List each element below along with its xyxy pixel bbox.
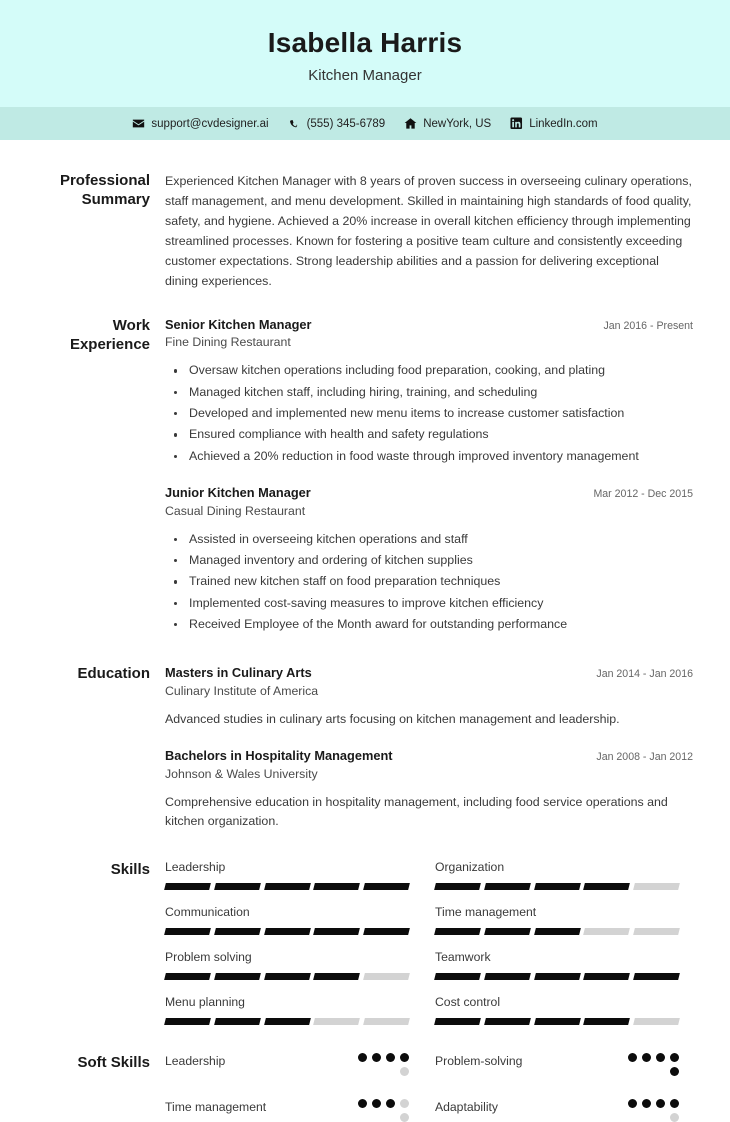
work-date-range: Mar 2012 - Dec 2015: [593, 487, 693, 500]
rating-dot: [372, 1099, 381, 1108]
rating-dot: [400, 1067, 409, 1076]
contact-item-home[interactable]: [404, 117, 491, 130]
rating-dot: [656, 1053, 665, 1062]
skill-bar-segment: [534, 928, 581, 935]
section-label-education: Education: [77, 665, 150, 683]
rating-dot: [628, 1099, 637, 1108]
skills-body: [165, 860, 693, 1024]
section-skills: [0, 835, 693, 1024]
rating-dot: [670, 1113, 679, 1122]
work-company: Casual Dining Restaurant: [165, 503, 306, 518]
skill-level-bar: [165, 883, 409, 890]
soft-skill-item: [435, 1099, 679, 1122]
soft-skill-name: Adaptability: [435, 1099, 499, 1114]
soft-skill-rating-dots: [352, 1053, 409, 1076]
skill-name: Teamwork: [435, 950, 491, 965]
skill-bar-segment: [434, 883, 481, 890]
work-label-line2: Experience: [69, 335, 150, 353]
skill-name: Problem solving: [165, 950, 252, 965]
work-entry-header: [165, 316, 693, 334]
soft-skill-name: Time management: [165, 1099, 267, 1114]
education-school: Johnson & Wales University: [165, 766, 318, 781]
contact-text: support@cvdesigner.ai: [151, 117, 269, 130]
work-label-line1: Work: [112, 316, 150, 334]
rating-dot: [670, 1053, 679, 1062]
contact-item-linkedin[interactable]: [510, 117, 597, 130]
skill-item: [165, 950, 409, 980]
skill-bar-segment: [314, 973, 361, 980]
work-bullet-item: Managed inventory and ordering of kitchen supplies: [165, 550, 693, 571]
soft-skill-rating-dots: [622, 1053, 679, 1076]
phone-icon: [288, 117, 301, 130]
work-bullet-item: Developed and implemented new menu items to increase customer satisfaction: [165, 403, 693, 424]
skill-bar-segment: [314, 928, 361, 935]
skill-item: [435, 860, 679, 890]
contact-text: NewYork, US: [423, 117, 492, 130]
skill-bar-segment: [584, 973, 631, 980]
skill-name: Cost control: [435, 994, 501, 1009]
skill-bar-segment: [633, 928, 680, 935]
summary-label-line2: Summary: [81, 191, 150, 209]
skill-bar-segment: [214, 928, 261, 935]
skill-bar-segment: [584, 883, 631, 890]
contact-item-envelope[interactable]: [132, 117, 268, 130]
skill-bar-segment: [363, 883, 410, 890]
soft-skills-grid: [165, 1053, 693, 1122]
rating-dot: [400, 1113, 409, 1122]
rating-dot: [642, 1053, 651, 1062]
work-bullet-item: Oversaw kitchen operations including food preparation, cooking, and plating: [165, 360, 693, 381]
section-label-soft-skills: Soft Skills: [77, 1053, 150, 1071]
summary-text: Experienced Kitchen Manager with 8 years of proven success in overseeing culinary operations, staff management, and menu development. Skilled in maintaining high standards of food quality, safety, and hygiene. Achieved a 20% increase in overall kitchen efficiency through implementing streamlined processes. Known for fostering a positive team culture and consistently exceeding customer expectations. Strong leadership abilities and a passion for delivering exceptional dining experiences.: [165, 174, 692, 289]
work-entry: [165, 484, 693, 635]
rating-dot: [386, 1099, 395, 1108]
section-soft-skills: [0, 1025, 693, 1122]
work-bullet-item: Managed kitchen staff, including hiring, training, and scheduling: [165, 382, 693, 403]
soft-skills-body: [165, 1053, 693, 1122]
skill-bar-segment: [484, 973, 531, 980]
skill-bar-segment: [534, 973, 581, 980]
education-description: Advanced studies in culinary arts focusing on kitchen management and leadership.: [165, 712, 620, 727]
skill-level-bar: [165, 928, 409, 935]
rating-dot: [358, 1053, 367, 1062]
education-date-range: Jan 2014 - Jan 2016: [596, 668, 693, 681]
rating-dot: [642, 1099, 651, 1108]
education-degree: Bachelors in Hospitality Management: [165, 747, 393, 763]
section-label-work: [0, 316, 165, 354]
skill-level-bar: [435, 973, 679, 980]
skill-bar-segment: [214, 883, 261, 890]
soft-skill-item: [435, 1053, 679, 1076]
work-bullet-item: Assisted in overseeing kitchen operations and staff: [165, 529, 693, 550]
skill-item: [435, 905, 679, 935]
skill-bar-segment: [214, 973, 261, 980]
work-company: Fine Dining Restaurant: [165, 335, 291, 350]
rating-dot: [400, 1099, 409, 1108]
education-description: Comprehensive education in hospitality management, including food service operations and kitchen organization.: [165, 794, 668, 829]
soft-skill-name: Leadership: [165, 1053, 226, 1068]
skill-bar-segment: [264, 928, 311, 935]
work-job-title: Junior Kitchen Manager: [165, 484, 311, 500]
education-degree: Masters in Culinary Arts: [165, 665, 312, 681]
education-entry-header: [165, 747, 693, 765]
rating-dot: [372, 1053, 381, 1062]
skill-level-bar: [165, 973, 409, 980]
work-entry: [165, 316, 693, 467]
rating-dot: [386, 1053, 395, 1062]
skill-name: Leadership: [165, 860, 226, 875]
skill-bar-segment: [164, 973, 211, 980]
contact-text: LinkedIn.com: [529, 117, 598, 130]
skill-item: [435, 950, 679, 980]
education-date-range: Jan 2008 - Jan 2012: [596, 750, 693, 763]
candidate-name: Isabella Harris: [267, 27, 463, 59]
soft-skill-item: [165, 1099, 409, 1122]
work-entry-header: [165, 484, 693, 502]
skill-bar-segment: [434, 928, 481, 935]
soft-skill-rating-dots: [622, 1099, 679, 1122]
soft-skill-item: [165, 1053, 409, 1076]
rating-dot: [656, 1099, 665, 1108]
skill-level-bar: [435, 928, 679, 935]
skill-name: Menu planning: [165, 994, 245, 1009]
skill-bar-segment: [363, 928, 410, 935]
skill-bar-segment: [314, 883, 361, 890]
education-entry-header: [165, 664, 693, 682]
rating-dot: [628, 1053, 637, 1062]
resume-body: [0, 140, 730, 1122]
skill-bar-segment: [264, 883, 311, 890]
skill-bar-segment: [264, 973, 311, 980]
work-bullet-item: Achieved a 20% reduction in food waste through improved inventory management: [165, 446, 693, 467]
skill-bar-segment: [633, 973, 680, 980]
work-bullet-item: Received Employee of the Month award for outstanding performance: [165, 614, 693, 635]
rating-dot: [400, 1053, 409, 1062]
skill-name: Time management: [435, 905, 537, 920]
section-professional-summary: [0, 140, 693, 292]
skill-bar-segment: [633, 883, 680, 890]
skills-grid: [165, 860, 693, 1024]
rating-dot: [358, 1099, 367, 1108]
skill-bar-segment: [484, 928, 531, 935]
education-entry: [165, 664, 693, 730]
work-entries: [165, 316, 693, 639]
skill-item: [165, 860, 409, 890]
skill-item: [165, 995, 409, 1025]
contact-item-phone[interactable]: [288, 117, 386, 130]
contact-bar: [0, 107, 730, 140]
home-icon: [404, 117, 417, 130]
rating-dot: [670, 1099, 679, 1108]
skill-level-bar: [435, 883, 679, 890]
education-school: Culinary Institute of America: [165, 684, 319, 699]
skill-bar-segment: [534, 883, 581, 890]
summary-body: [165, 171, 693, 292]
work-bullet-list: [165, 360, 693, 467]
skill-name: Organization: [435, 860, 505, 875]
envelope-icon: [132, 117, 145, 130]
work-job-title: Senior Kitchen Manager: [165, 316, 312, 332]
skill-bar-segment: [164, 928, 211, 935]
section-work-experience: [0, 292, 693, 639]
work-bullet-item: Implemented cost-saving measures to improve kitchen efficiency: [165, 593, 693, 614]
section-education: [0, 638, 693, 835]
rating-dot: [670, 1067, 679, 1076]
skill-bar-segment: [363, 973, 410, 980]
work-bullet-item: Ensured compliance with health and safety regulations: [165, 424, 693, 445]
skill-bar-segment: [484, 883, 531, 890]
section-label-skills: Skills: [110, 861, 150, 879]
work-bullet-item: Trained new kitchen staff on food preparation techniques: [165, 571, 693, 592]
work-bullet-list: [165, 529, 693, 636]
education-entry: [165, 747, 693, 832]
linkedin-icon: [510, 117, 523, 130]
skill-bar-segment: [164, 883, 211, 890]
skill-bar-segment: [434, 973, 481, 980]
soft-skill-name: Problem-solving: [435, 1053, 523, 1068]
skill-bar-segment: [584, 928, 631, 935]
education-entries: [165, 664, 693, 835]
resume-header: [0, 0, 730, 107]
soft-skill-rating-dots: [352, 1099, 409, 1122]
work-date-range: Jan 2016 - Present: [603, 319, 693, 332]
contact-text: (555) 345-6789: [306, 117, 386, 130]
summary-label-line1: Professional: [59, 172, 150, 189]
section-label-summary: [0, 171, 165, 209]
skill-item: [435, 995, 679, 1025]
candidate-job-title: Kitchen Manager: [308, 66, 422, 84]
skill-name: Communication: [165, 905, 250, 920]
skill-item: [165, 905, 409, 935]
